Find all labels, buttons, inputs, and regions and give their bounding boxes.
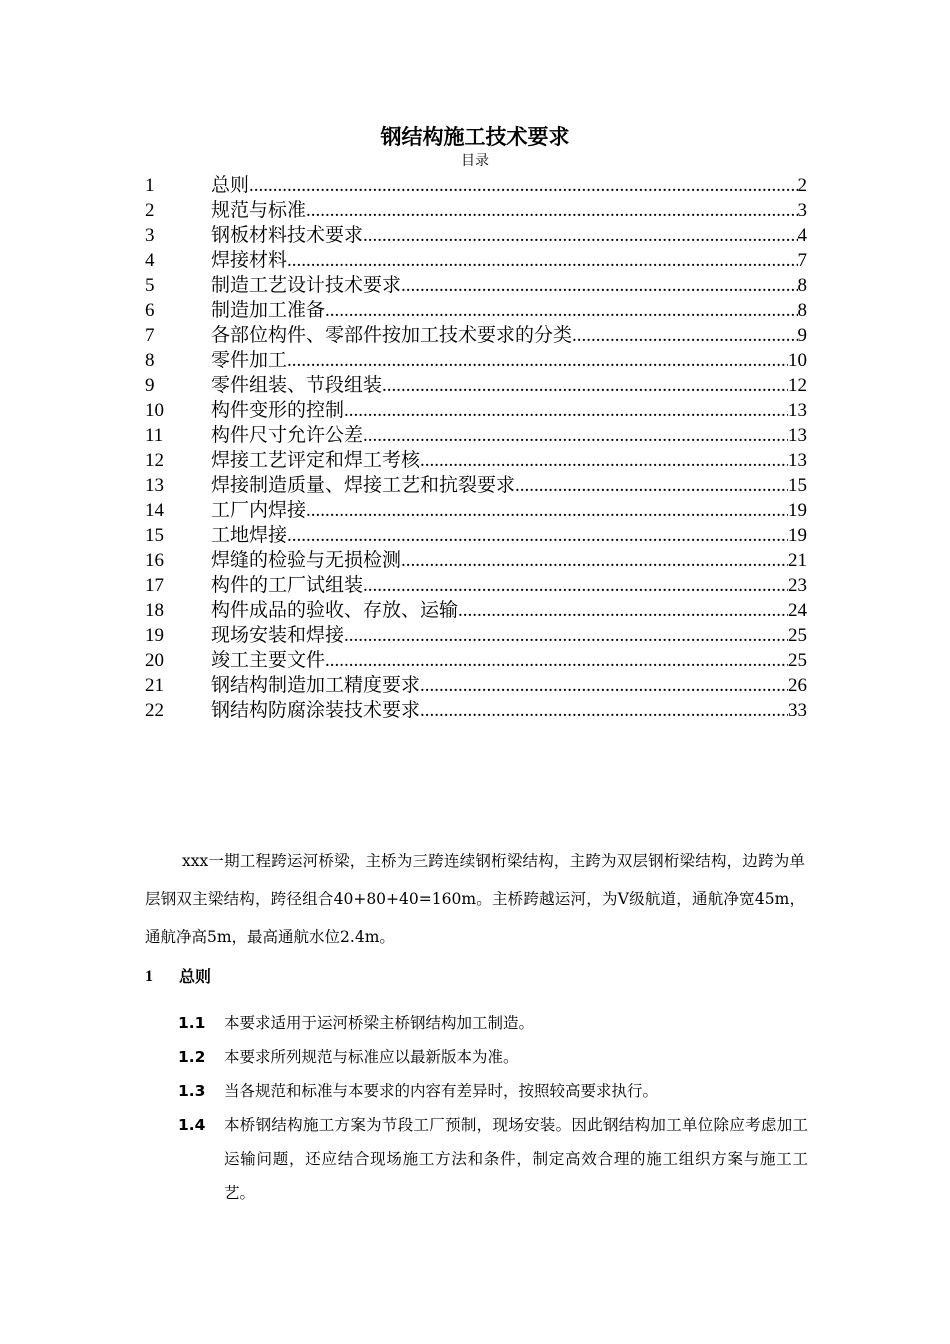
toc-dot-leader — [287, 523, 788, 548]
toc-entry-label: 制造工艺设计技术要求 — [211, 274, 402, 296]
toc-entry-label: 竣工主要文件 — [211, 649, 326, 671]
document-title: 钢结构施工技术要求 — [380, 125, 570, 149]
clause-number: 1.3 — [178, 1082, 206, 1100]
toc-entry-page: 19 — [788, 525, 807, 546]
toc-entry-number: 17 — [145, 575, 164, 596]
toc-entry-number: 22 — [145, 700, 164, 721]
toc-entry-number: 14 — [145, 500, 164, 521]
toc-entry[interactable] — [145, 248, 807, 273]
toc-entry-label: 现场安装和焊接 — [211, 624, 345, 646]
toc-entry-label: 钢板材料技术要求 — [211, 224, 364, 246]
toc-entry-page: 13 — [788, 425, 807, 446]
toc-entry-number: 4 — [145, 250, 155, 271]
toc-entry-number: 19 — [145, 625, 164, 646]
toc-entry[interactable] — [145, 498, 807, 523]
toc-entry-page: 25 — [788, 625, 807, 646]
clause-text: 当各规范和标准与本要求的内容有差异时，按照较高要求执行。 — [224, 1082, 659, 1100]
toc-entry-label: 构件成品的验收、存放、运输 — [211, 599, 459, 621]
toc-entry[interactable] — [145, 473, 807, 498]
toc-entry[interactable] — [145, 548, 807, 573]
toc-entry-label: 规范与标准 — [211, 199, 307, 221]
toc-dot-leader — [287, 248, 797, 273]
toc-entry-number: 3 — [145, 225, 155, 246]
toc-entry-label: 制造加工准备 — [211, 299, 326, 321]
section-number: 1 — [145, 968, 153, 985]
toc-dot-leader — [401, 273, 797, 298]
toc-heading: 目录 — [461, 153, 489, 169]
toc-entry-page: 8 — [797, 275, 807, 296]
toc-entry-number: 16 — [145, 550, 164, 571]
clause-text: 本要求适用于运河桥梁主桥钢结构加工制造。 — [224, 1014, 535, 1032]
toc-entry-label: 焊接材料 — [211, 249, 288, 271]
toc-entry-number: 20 — [145, 650, 164, 671]
toc-entry[interactable] — [145, 173, 807, 198]
toc-entry-page: 7 — [797, 250, 807, 271]
clause-item — [178, 1006, 808, 1040]
toc-entry-page: 12 — [788, 375, 807, 396]
table-of-contents — [145, 173, 807, 723]
toc-dot-leader — [325, 298, 797, 323]
toc-dot-leader — [363, 223, 797, 248]
toc-entry-label: 焊接工艺评定和焊工考核 — [211, 449, 421, 471]
toc-entry-page: 2 — [797, 175, 807, 196]
clause-number: 1.2 — [178, 1048, 206, 1066]
toc-entry-number: 2 — [145, 200, 155, 221]
toc-entry-number: 5 — [145, 275, 155, 296]
toc-entry[interactable] — [145, 348, 807, 373]
clause-text: 本桥钢结构施工方案为节段工厂预制，现场安装。因此钢结构加工单位除应考虑加工运输问题，还应结合现场施工方法和条件，制定高效合理的施工组织方案与施工工艺。 — [224, 1116, 808, 1202]
toc-entry[interactable] — [145, 323, 807, 348]
toc-entry-number: 7 — [145, 325, 155, 346]
toc-entry-number: 9 — [145, 375, 155, 396]
toc-entry[interactable] — [145, 698, 807, 723]
toc-entry-label: 零件加工 — [211, 349, 288, 371]
section-heading — [145, 962, 211, 992]
toc-dot-leader — [306, 498, 788, 523]
toc-dot-leader — [287, 348, 788, 373]
toc-entry-number: 10 — [145, 400, 164, 421]
toc-entry-label: 工地焊接 — [211, 524, 288, 546]
toc-dot-leader — [458, 598, 788, 623]
toc-entry[interactable] — [145, 523, 807, 548]
toc-dot-leader — [344, 398, 788, 423]
toc-dot-leader — [420, 448, 788, 473]
toc-entry-label: 钢结构制造加工精度要求 — [211, 674, 421, 696]
toc-entry-label: 焊接制造质量、焊接工艺和抗裂要求 — [211, 474, 516, 496]
toc-dot-leader — [306, 198, 797, 223]
toc-entry[interactable] — [145, 623, 807, 648]
clause-text: 本要求所列规范与标准应以最新版本为准。 — [224, 1048, 519, 1066]
toc-entry-page: 23 — [788, 575, 807, 596]
toc-entry[interactable] — [145, 198, 807, 223]
toc-entry-label: 工厂内焊接 — [211, 499, 307, 521]
toc-entry-label: 构件尺寸允许公差 — [211, 424, 364, 446]
toc-entry-number: 15 — [145, 525, 164, 546]
clause-list — [178, 1006, 808, 1210]
toc-entry-number: 12 — [145, 450, 164, 471]
toc-dot-leader — [325, 648, 788, 673]
clause-number: 1.4 — [178, 1116, 206, 1134]
toc-entry-page: 4 — [797, 225, 807, 246]
toc-entry[interactable] — [145, 298, 807, 323]
toc-entry-label: 焊缝的检验与无损检测 — [211, 549, 402, 571]
toc-entry-page: 9 — [797, 325, 807, 346]
toc-entry-label: 总则 — [211, 174, 250, 196]
toc-entry-label: 构件的工厂试组装 — [211, 574, 364, 596]
toc-entry[interactable] — [145, 448, 807, 473]
clause-item — [178, 1040, 808, 1074]
toc-entry-label: 零件组装、节段组装 — [211, 374, 383, 396]
toc-dot-leader — [344, 623, 788, 648]
toc-entry-page: 10 — [788, 350, 807, 371]
toc-entry-number: 18 — [145, 600, 164, 621]
toc-dot-leader — [382, 373, 788, 398]
intro-paragraph: xxx一期工程跨运河桥梁，主桥为三跨连续钢桁梁结构，主跨为双层钢桁梁结构，边跨为单层钢双主梁结构，跨径组合40+80+40=160m。主桥跨越运河，为Ⅴ级航道，通航净宽45m，通航净高5m，最高通航水位2.4m。 — [145, 852, 805, 946]
section-title: 总则 — [179, 967, 212, 986]
toc-entry[interactable] — [145, 223, 807, 248]
toc-entry-label: 各部位构件、零部件按加工技术要求的分类 — [211, 324, 573, 346]
toc-entry-number: 11 — [145, 425, 164, 446]
toc-entry-page: 15 — [788, 475, 807, 496]
toc-dot-leader — [420, 673, 788, 698]
toc-entry-page: 8 — [797, 300, 807, 321]
clause-item — [178, 1074, 808, 1108]
toc-entry[interactable] — [145, 648, 807, 673]
toc-dot-leader — [401, 548, 788, 573]
toc-entry-page: 19 — [788, 500, 807, 521]
toc-dot-leader — [249, 173, 797, 198]
toc-entry-page: 3 — [797, 200, 807, 221]
toc-entry[interactable] — [145, 423, 807, 448]
toc-entry-page: 21 — [788, 550, 807, 571]
toc-entry[interactable] — [145, 598, 807, 623]
toc-entry-number: 1 — [145, 175, 155, 196]
toc-entry-page: 13 — [788, 450, 807, 471]
toc-entry[interactable] — [145, 673, 807, 698]
toc-entry-page: 24 — [788, 600, 807, 621]
clause-item — [178, 1108, 808, 1210]
toc-entry-label: 构件变形的控制 — [211, 399, 345, 421]
toc-dot-leader — [420, 698, 788, 723]
clause-number: 1.1 — [178, 1014, 206, 1032]
toc-entry-number: 21 — [145, 675, 164, 696]
toc-entry-page: 33 — [788, 700, 807, 721]
toc-entry-page: 25 — [788, 650, 807, 671]
toc-dot-leader — [363, 573, 788, 598]
toc-dot-leader — [515, 473, 788, 498]
toc-entry-label: 钢结构防腐涂装技术要求 — [211, 699, 421, 721]
toc-dot-leader — [572, 323, 797, 348]
toc-entry[interactable] — [145, 373, 807, 398]
toc-entry[interactable] — [145, 398, 807, 423]
toc-entry[interactable] — [145, 573, 807, 598]
toc-entry[interactable] — [145, 273, 807, 298]
toc-entry-page: 26 — [788, 675, 807, 696]
toc-entry-page: 13 — [788, 400, 807, 421]
toc-entry-number: 8 — [145, 350, 155, 371]
toc-entry-number: 6 — [145, 300, 155, 321]
toc-entry-number: 13 — [145, 475, 164, 496]
toc-dot-leader — [363, 423, 788, 448]
